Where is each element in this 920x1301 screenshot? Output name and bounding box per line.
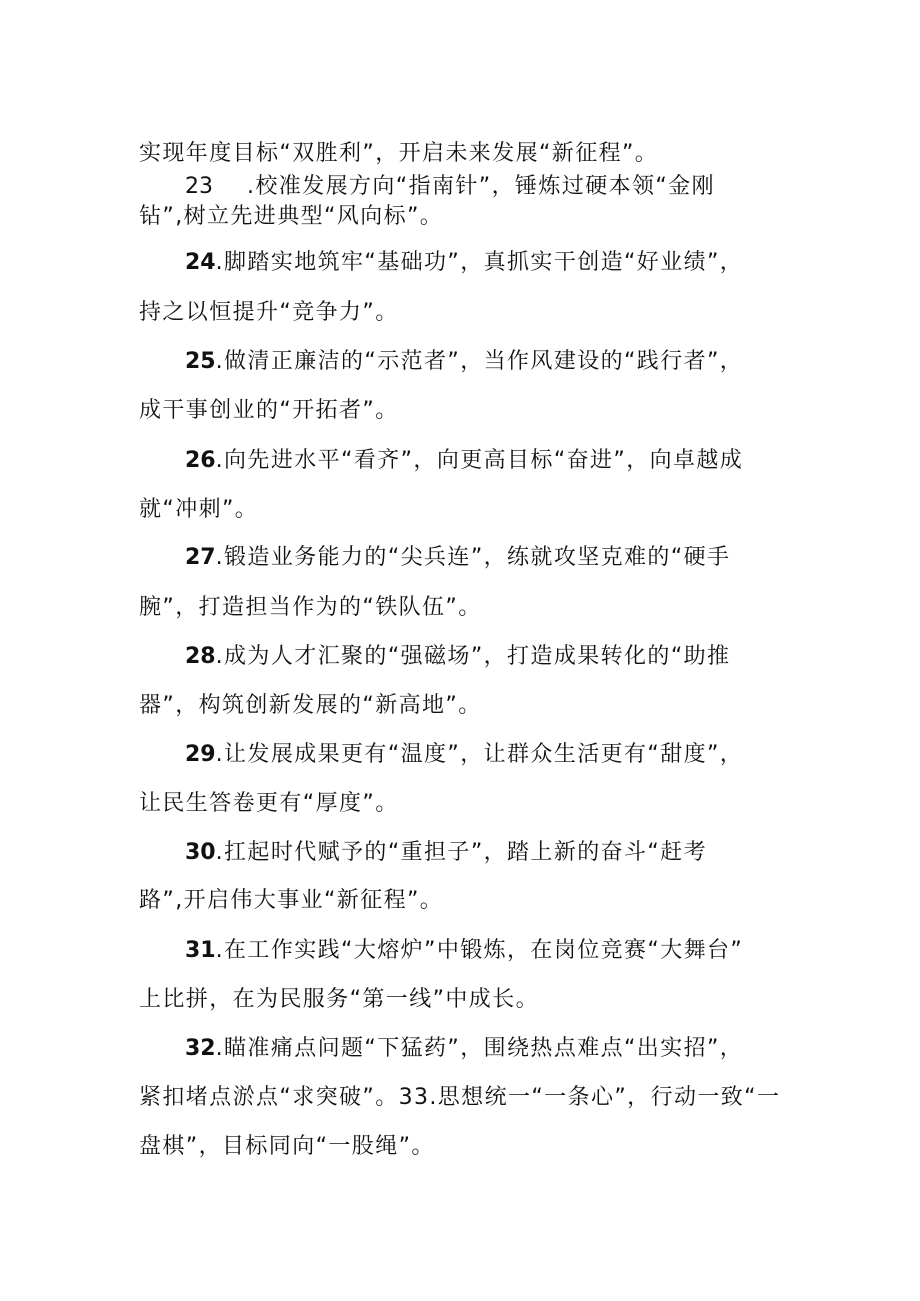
item-31-line-2: 上比拼，在为民服务“第一线”中成长。 — [139, 987, 539, 1012]
item-number: 26 — [185, 448, 216, 473]
item-30-line-1: 30.扛起时代赋予的“重担子”，踏上新的奋斗“赶考 — [185, 840, 708, 865]
item-28-line-2: 器”，构筑创新发展的“新高地”。 — [139, 693, 482, 718]
item-24-line-1: 24.脚踏实地筑牢“基础功”，真抓实干创造“好业绩”， — [185, 250, 744, 275]
item-number: 29 — [185, 742, 216, 767]
item-31-line-1: 31.在工作实践“大熔炉”中锻炼，在岗位竞赛“大舞台” — [185, 938, 744, 963]
item-number: 28 — [185, 644, 216, 669]
item-number: 24 — [185, 250, 216, 275]
item-number: 32 — [185, 1036, 216, 1061]
item-23-line-1: 23 .校准发展方向“指南针”，锤炼过硬本领“金刚 — [185, 174, 715, 199]
text-line: 实现年度目标“双胜利”，开启未来发展“新征程”。 — [139, 141, 659, 166]
item-32-line-2: 紧扣堵点淤点“求突破”。33.思想统一“一条心”，行动一致“一 — [139, 1085, 781, 1110]
item-32-line-1: 32.瞄准痛点问题“下猛药”，围绕热点难点“出实招”， — [185, 1036, 744, 1061]
item-number: 30 — [185, 840, 216, 865]
item-27-line-2: 腕”，打造担当作为的“铁队伍”。 — [139, 595, 482, 620]
item-33-line: 盘棋”，目标同向“一股绳”。 — [139, 1134, 435, 1159]
item-26-line-2: 就“冲刺”。 — [139, 497, 259, 522]
item-24-line-2: 持之以恒提升“竞争力”。 — [139, 300, 399, 325]
item-29-line-1: 29.让发展成果更有“温度”，让群众生活更有“甜度”， — [185, 742, 744, 767]
item-28-line-1: 28.成为人才汇聚的“强磁场”，打造成果转化的“助推 — [185, 644, 731, 669]
item-25-line-2: 成干事创业的“开拓者”。 — [139, 398, 399, 423]
item-29-line-2: 让民生答卷更有“厚度”。 — [139, 791, 399, 816]
item-30-line-2: 路”,开启伟大事业“新征程”。 — [139, 888, 444, 913]
item-number: 27 — [185, 545, 216, 570]
item-27-line-1: 27.锻造业务能力的“尖兵连”，练就攻坚克难的“硬手 — [185, 545, 731, 570]
item-26-line-1: 26.向先进水平“看齐”，向更高目标“奋进”，向卓越成 — [185, 448, 744, 473]
item-23-line-2: 钻”,树立先进典型“风向标”。 — [139, 204, 444, 229]
item-number: 23 — [185, 174, 213, 199]
item-25-line-1: 25.做清正廉洁的“示范者”，当作风建设的“践行者”， — [185, 349, 744, 374]
item-number: 25 — [185, 349, 216, 374]
item-number: 31 — [185, 938, 216, 963]
